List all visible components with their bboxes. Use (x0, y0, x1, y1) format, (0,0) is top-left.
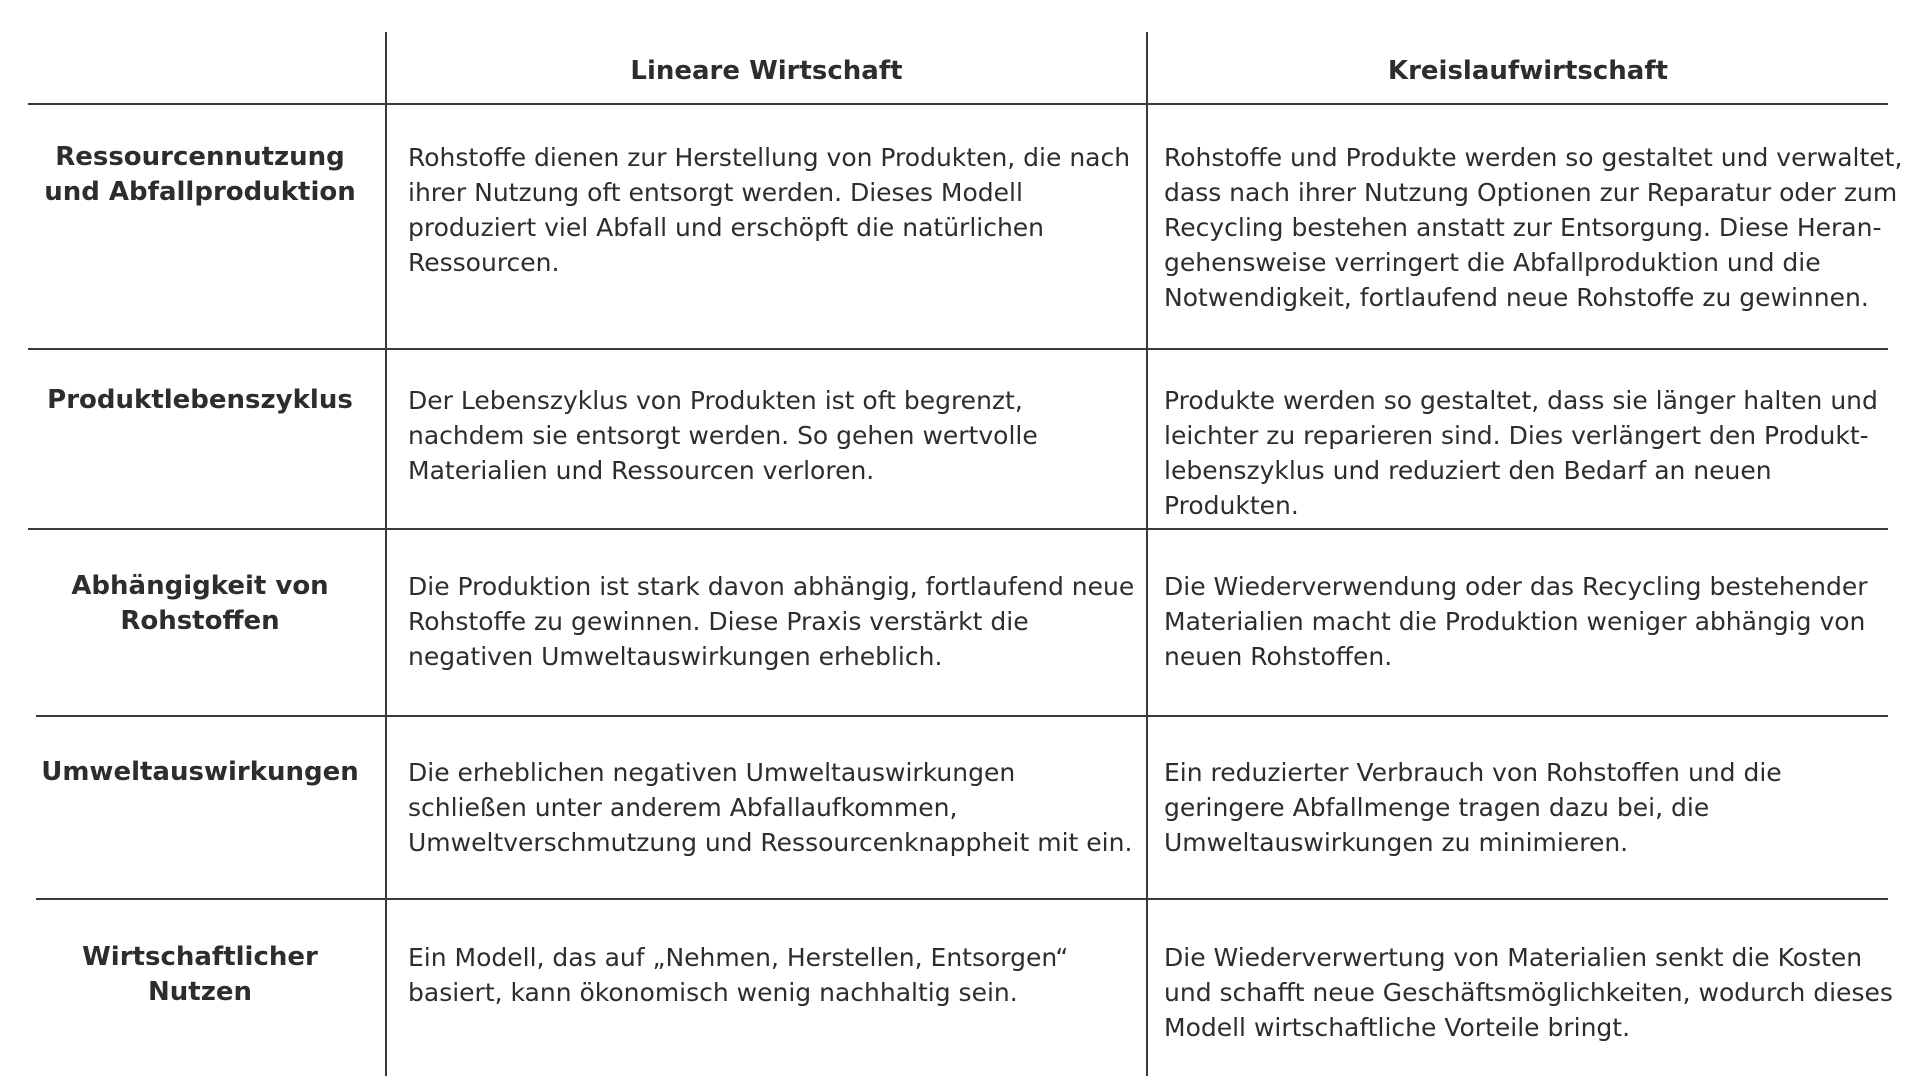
row-divider (28, 528, 1888, 530)
cell-linear-environmental-impact: Die erheblichen negativen Umweltauswirkungen schließen unter anderem Abfallaufkommen, Umweltverschmutzung und Ressourcenknappheit mit ein. (408, 758, 1133, 857)
cell-linear-economic-benefit: Ein Modell, das auf „Nehmen, Herstellen, Entsorgen“ basiert, kann ökonomisch wenig nachhaltig sein. (408, 943, 1069, 1007)
row-divider (28, 348, 1888, 350)
cell-circular-economic-benefit: Die Wiederverwertung von Materialien senkt die Kosten und schafft neue Geschäftsmöglichkeiten, wodurch dieses Modell wirtschaftliche Vorteile bringt. (1164, 943, 1893, 1042)
column-header-circular: Kreislaufwirtschaft (1387, 56, 1669, 86)
cell-linear-product-lifecycle: Der Lebenszyklus von Produkten ist oft begrenzt, nachdem sie entsorgt werden. So gehen wertvolle Materialien und Ressourcen verloren. (408, 386, 1038, 485)
cell-circular-resource-use: Rohstoffe und Produkte werden so gestaltet und verwaltet, dass nach ihrer Nutzung Optionen zur Reparatur oder zum Recycling bestehen anstatt zur Entsorgung. Diese Herangehensweise verringert die Abfallproduktion und die Notwendigkeit, fortlaufend neue Rohstoffe zu gewinnen. (1164, 143, 1903, 312)
cell-circular-raw-material-dependency: Die Wiederverwendung oder das Recycling bestehender Materialien macht die Produktion weniger abhängig von neuen Rohstoffen. (1164, 572, 1868, 671)
cell-circular-product-lifecycle: Produkte werden so gestaltet, dass sie länger halten und leichter zu reparieren sind. Dies verlängert den Produktlebenszyklus und reduziert den Bedarf an neuen Produkten. (1164, 386, 1878, 520)
column-divider-right (1146, 32, 1148, 1076)
row-divider (36, 715, 1888, 717)
row-header-environmental-impact: Umweltauswirkungen (41, 757, 359, 787)
row-header-resource-use: Ressourcennutzung und Abfallproduktion (44, 142, 356, 207)
row-divider (36, 898, 1888, 900)
cell-circular-environmental-impact: Ein reduzierter Verbrauch von Rohstoffen und die geringere Abfallmenge tragen dazu bei, die Umweltauswirkungen zu minimieren. (1164, 758, 1782, 857)
column-divider-left (385, 32, 387, 1076)
header-divider (28, 103, 1888, 105)
row-header-economic-benefit: Wirtschaftlicher Nutzen (82, 942, 318, 1007)
cell-linear-raw-material-dependency: Die Produktion ist stark davon abhängig, fortlaufend neue Rohstoffe zu gewinnen. Diese Praxis verstärkt die negativen Umweltauswirkungen erheblich. (408, 572, 1135, 671)
column-header-linear: Lineare Wirtschaft (630, 56, 903, 86)
row-header-raw-material-dependency: Abhängigkeit von Rohstoffen (71, 571, 329, 636)
row-header-product-lifecycle: Produktlebenszyklus (47, 385, 353, 415)
cell-linear-resource-use: Rohstoffe dienen zur Herstellung von Produkten, die nach ihrer Nutzung oft entsorgt werden. Dieses Modell produziert viel Abfall und erschöpft die natürlichen Ressourcen. (408, 143, 1131, 277)
